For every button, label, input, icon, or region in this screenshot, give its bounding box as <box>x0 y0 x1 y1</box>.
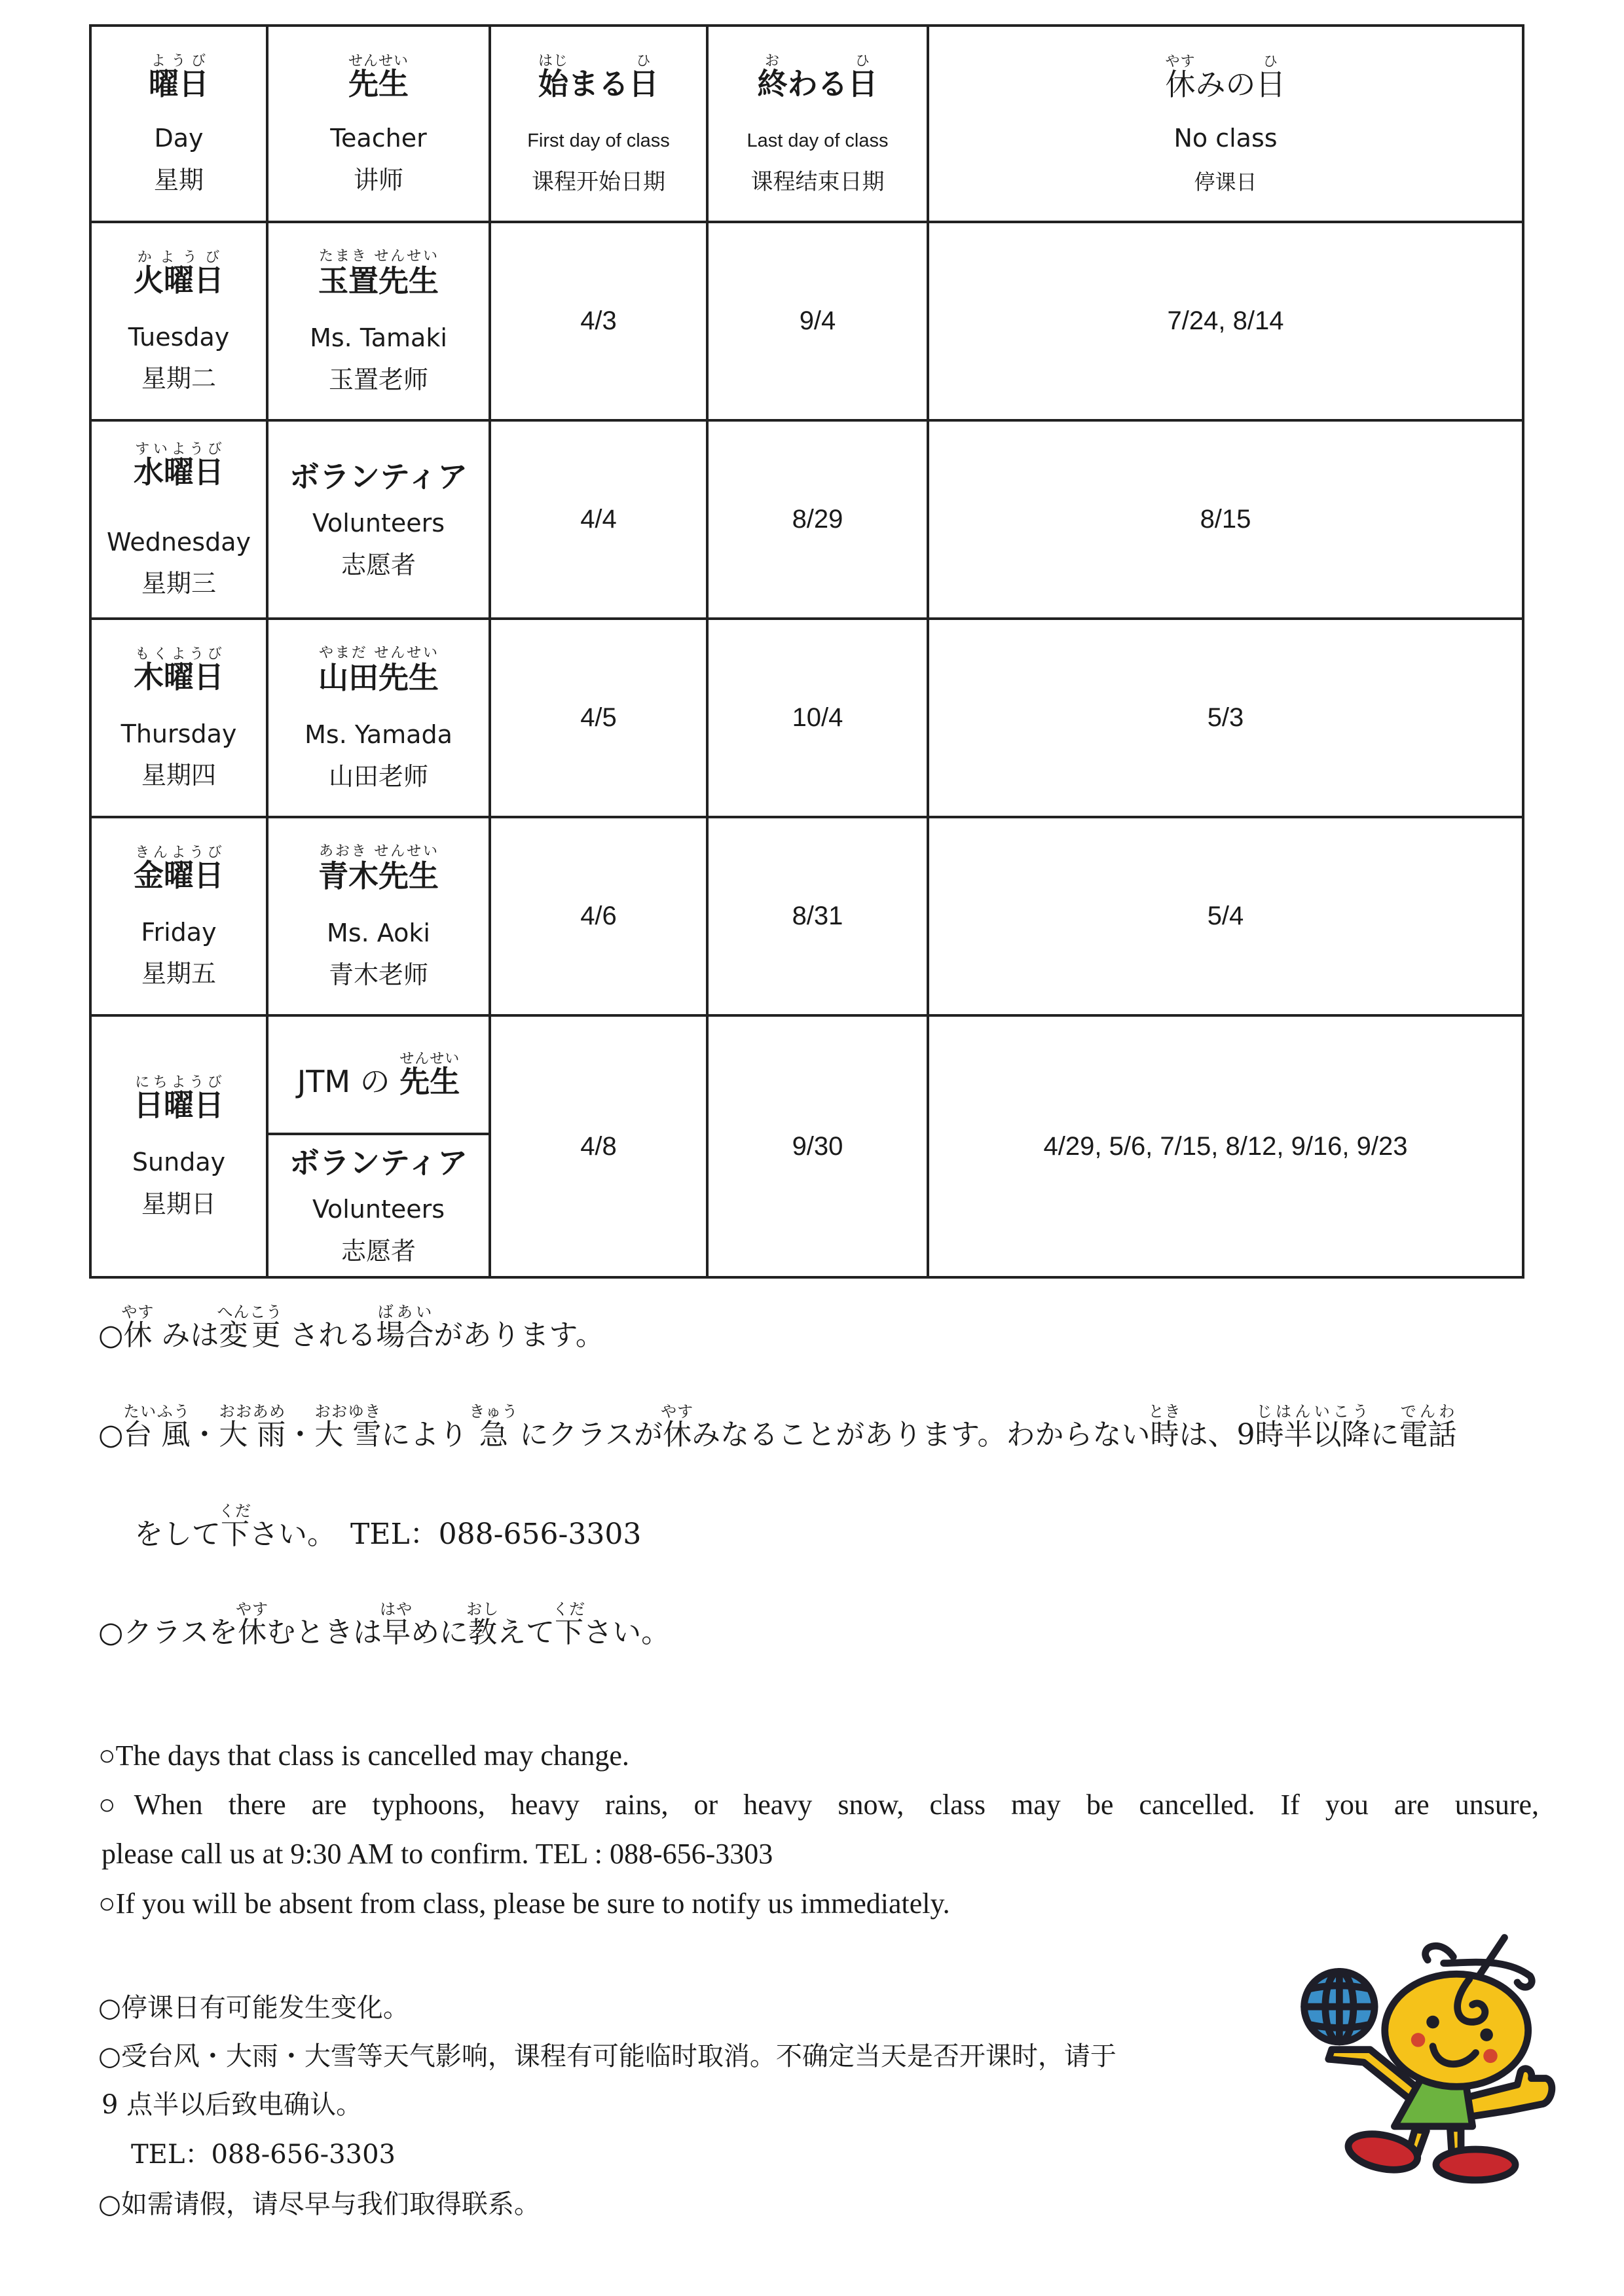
teacher-cell-aoki <box>268 818 489 1014</box>
day-jp: 水曜日すいようび <box>134 441 224 490</box>
first-day-cell: 4/4 <box>580 505 617 534</box>
last-day-cell: 9/30 <box>792 1131 843 1161</box>
table-border-right <box>1522 24 1524 1279</box>
teacher-cn: 山田老师 <box>328 761 428 791</box>
header-last-day-cn: 课程结束日期 <box>750 168 885 195</box>
teacher-cell-volunteers <box>268 422 489 617</box>
teacher-en: Volunteers <box>312 1195 445 1224</box>
teacher-cell-jtm <box>268 1017 489 1133</box>
note-jp-weather: ○台 風たいふう・大 雨おおあめ・大 雪おおゆきにより 急きゅう にクラスが休やすみなることがあります。わからない時ときは、9時半以降じはんいこうに電話でんわ <box>98 1402 1457 1451</box>
teacher-cn: 玉置老师 <box>328 365 428 394</box>
day-cell-wednesday <box>92 422 266 617</box>
header-last-day-jp: 終おわる日ひ <box>757 52 878 101</box>
day-cell-tuesday <box>92 223 266 419</box>
note-jp-schedule-change: ○休やす みは変更へんこう される場合ばあいがあります。 <box>98 1303 604 1352</box>
table-border-bottom <box>89 1276 1524 1279</box>
header-teacher <box>268 27 489 221</box>
header-last-day-en: Last day of class <box>747 130 889 151</box>
note-cn-absence: ○如需请假，请尽早与我们取得联系。 <box>98 2189 540 2219</box>
day-jp: 日曜日にちようび <box>134 1074 224 1123</box>
teacher-cell-yamada <box>268 620 489 816</box>
first-day-cell: 4/6 <box>580 902 617 930</box>
last-day-cell: 9/4 <box>799 306 836 335</box>
class-schedule-table <box>89 24 1524 1279</box>
note-en-weather: ○When there are typhoons, heavy rains, or heavy snow, class may be cancelled. If you are unsure, <box>98 1789 1539 1821</box>
first-day-cell: 4/8 <box>580 1131 617 1161</box>
day-cn: 星期五 <box>141 959 216 989</box>
note-jp-weather-continued: をして下ください。 TEL：088-656-3303 <box>134 1502 642 1551</box>
note-en-absence: ○If you will be absent from class, please be sure to notify us immediately. <box>98 1887 950 1920</box>
last-day-cell: 8/29 <box>792 505 843 534</box>
teacher-jp: 山田先生やまだ せんせい <box>318 645 439 696</box>
teacher-jp: ボランティア <box>289 1145 468 1181</box>
header-day-cn: 星期 <box>153 165 204 194</box>
first-day-cell: 4/5 <box>580 703 617 732</box>
note-en-weather-continued: please call us at 9:30 AM to confirm. TEL : 088-656-3303 <box>101 1838 773 1870</box>
day-en: Sunday <box>132 1148 226 1177</box>
day-jp: 火曜日かようび <box>134 249 224 298</box>
note-cn-weather-continued: 9 点半以后致电确认。 <box>101 2090 363 2120</box>
header-last-day <box>709 27 927 221</box>
header-first-day-en: First day of class <box>527 130 670 151</box>
header-first-day-cn: 课程开始日期 <box>532 168 665 195</box>
header-teacher-en: Teacher <box>330 124 427 153</box>
teacher-en: Volunteers <box>312 509 445 538</box>
header-no-class-en: No class <box>1173 124 1278 153</box>
teacher-cell-tamaki <box>268 223 489 419</box>
teacher-en: Ms. Yamada <box>304 720 452 750</box>
teacher-en: Ms. Aoki <box>327 919 430 948</box>
last-day-cell: 10/4 <box>792 703 843 732</box>
no-class-cell: 8/15 <box>1200 505 1251 534</box>
day-cell-thursday <box>92 620 266 816</box>
no-class-cell: 4/29, 5/6, 7/15, 8/12, 9/16, 9/23 <box>1043 1131 1408 1161</box>
note-jp-absence: ○クラスを休やすむときは早はやめに教おしえて下ください。 <box>98 1600 671 1649</box>
day-cn: 星期二 <box>141 364 216 393</box>
note-cn-schedule-change: ○停课日有可能发生变化。 <box>98 1993 409 2023</box>
header-no-class-cn: 停课日 <box>1194 170 1257 195</box>
header-teacher-jp: 先生せんせい <box>348 53 409 102</box>
header-no-class-jp: 休やすみの日ひ <box>1165 53 1286 102</box>
note-cn-phone: TEL：088-656-3303 <box>131 2140 396 2170</box>
day-en: Tuesday <box>128 322 230 352</box>
header-teacher-cn: 讲师 <box>353 165 403 194</box>
header-no-class <box>929 27 1522 221</box>
first-day-cell: 4/3 <box>580 306 617 335</box>
phone-number-jp: さい。 TEL：088-656-3303 <box>249 1518 642 1551</box>
day-jp: 木曜日もくようび <box>134 646 224 695</box>
teacher-cn: 志愿者 <box>341 1236 416 1266</box>
day-cell-friday <box>92 818 266 1014</box>
header-day <box>92 27 266 221</box>
day-en: Wednesday <box>106 527 251 556</box>
teacher-jp: ボランティア <box>289 459 468 495</box>
teacher-jp: 青木先生あおき せんせい <box>318 843 439 894</box>
teacher-jp: 玉置先生たまき せんせい <box>318 248 439 299</box>
header-first-day <box>491 27 706 221</box>
day-cell-sunday <box>92 1017 266 1276</box>
teacher-cn: 志愿者 <box>341 550 416 579</box>
teacher-cell-volunteers-sunday <box>268 1135 489 1276</box>
header-day-jp: 曜日ようび <box>149 53 209 102</box>
day-cn: 星期日 <box>141 1189 216 1218</box>
header-day-en: Day <box>154 124 204 153</box>
day-cn: 星期四 <box>141 761 216 790</box>
teacher-en: Ms. Tamaki <box>310 323 447 353</box>
day-en: Thursday <box>120 719 237 748</box>
no-class-cell: 7/24, 8/14 <box>1167 306 1284 335</box>
mascot-globe-character-icon <box>1293 1925 1575 2206</box>
note-cn-weather: ○受台风・大雨・大雪等天气影响，课程有可能临时取消。不确定当天是否开课时，请于 <box>98 2041 1116 2071</box>
day-en: Friday <box>141 917 217 947</box>
last-day-cell: 8/31 <box>792 902 843 930</box>
teacher-jp: JTM の 先生せんせい <box>297 1050 460 1099</box>
teacher-cn: 青木老师 <box>328 960 428 989</box>
no-class-cell: 5/3 <box>1207 703 1244 732</box>
no-class-cell: 5/4 <box>1207 902 1244 930</box>
day-jp: 金曜日きんようび <box>134 844 224 893</box>
header-first-day-jp: 始はじまる日ひ <box>538 52 659 101</box>
note-en-schedule-change: ○The days that class is cancelled may change. <box>98 1740 629 1772</box>
day-cn: 星期三 <box>141 569 216 598</box>
